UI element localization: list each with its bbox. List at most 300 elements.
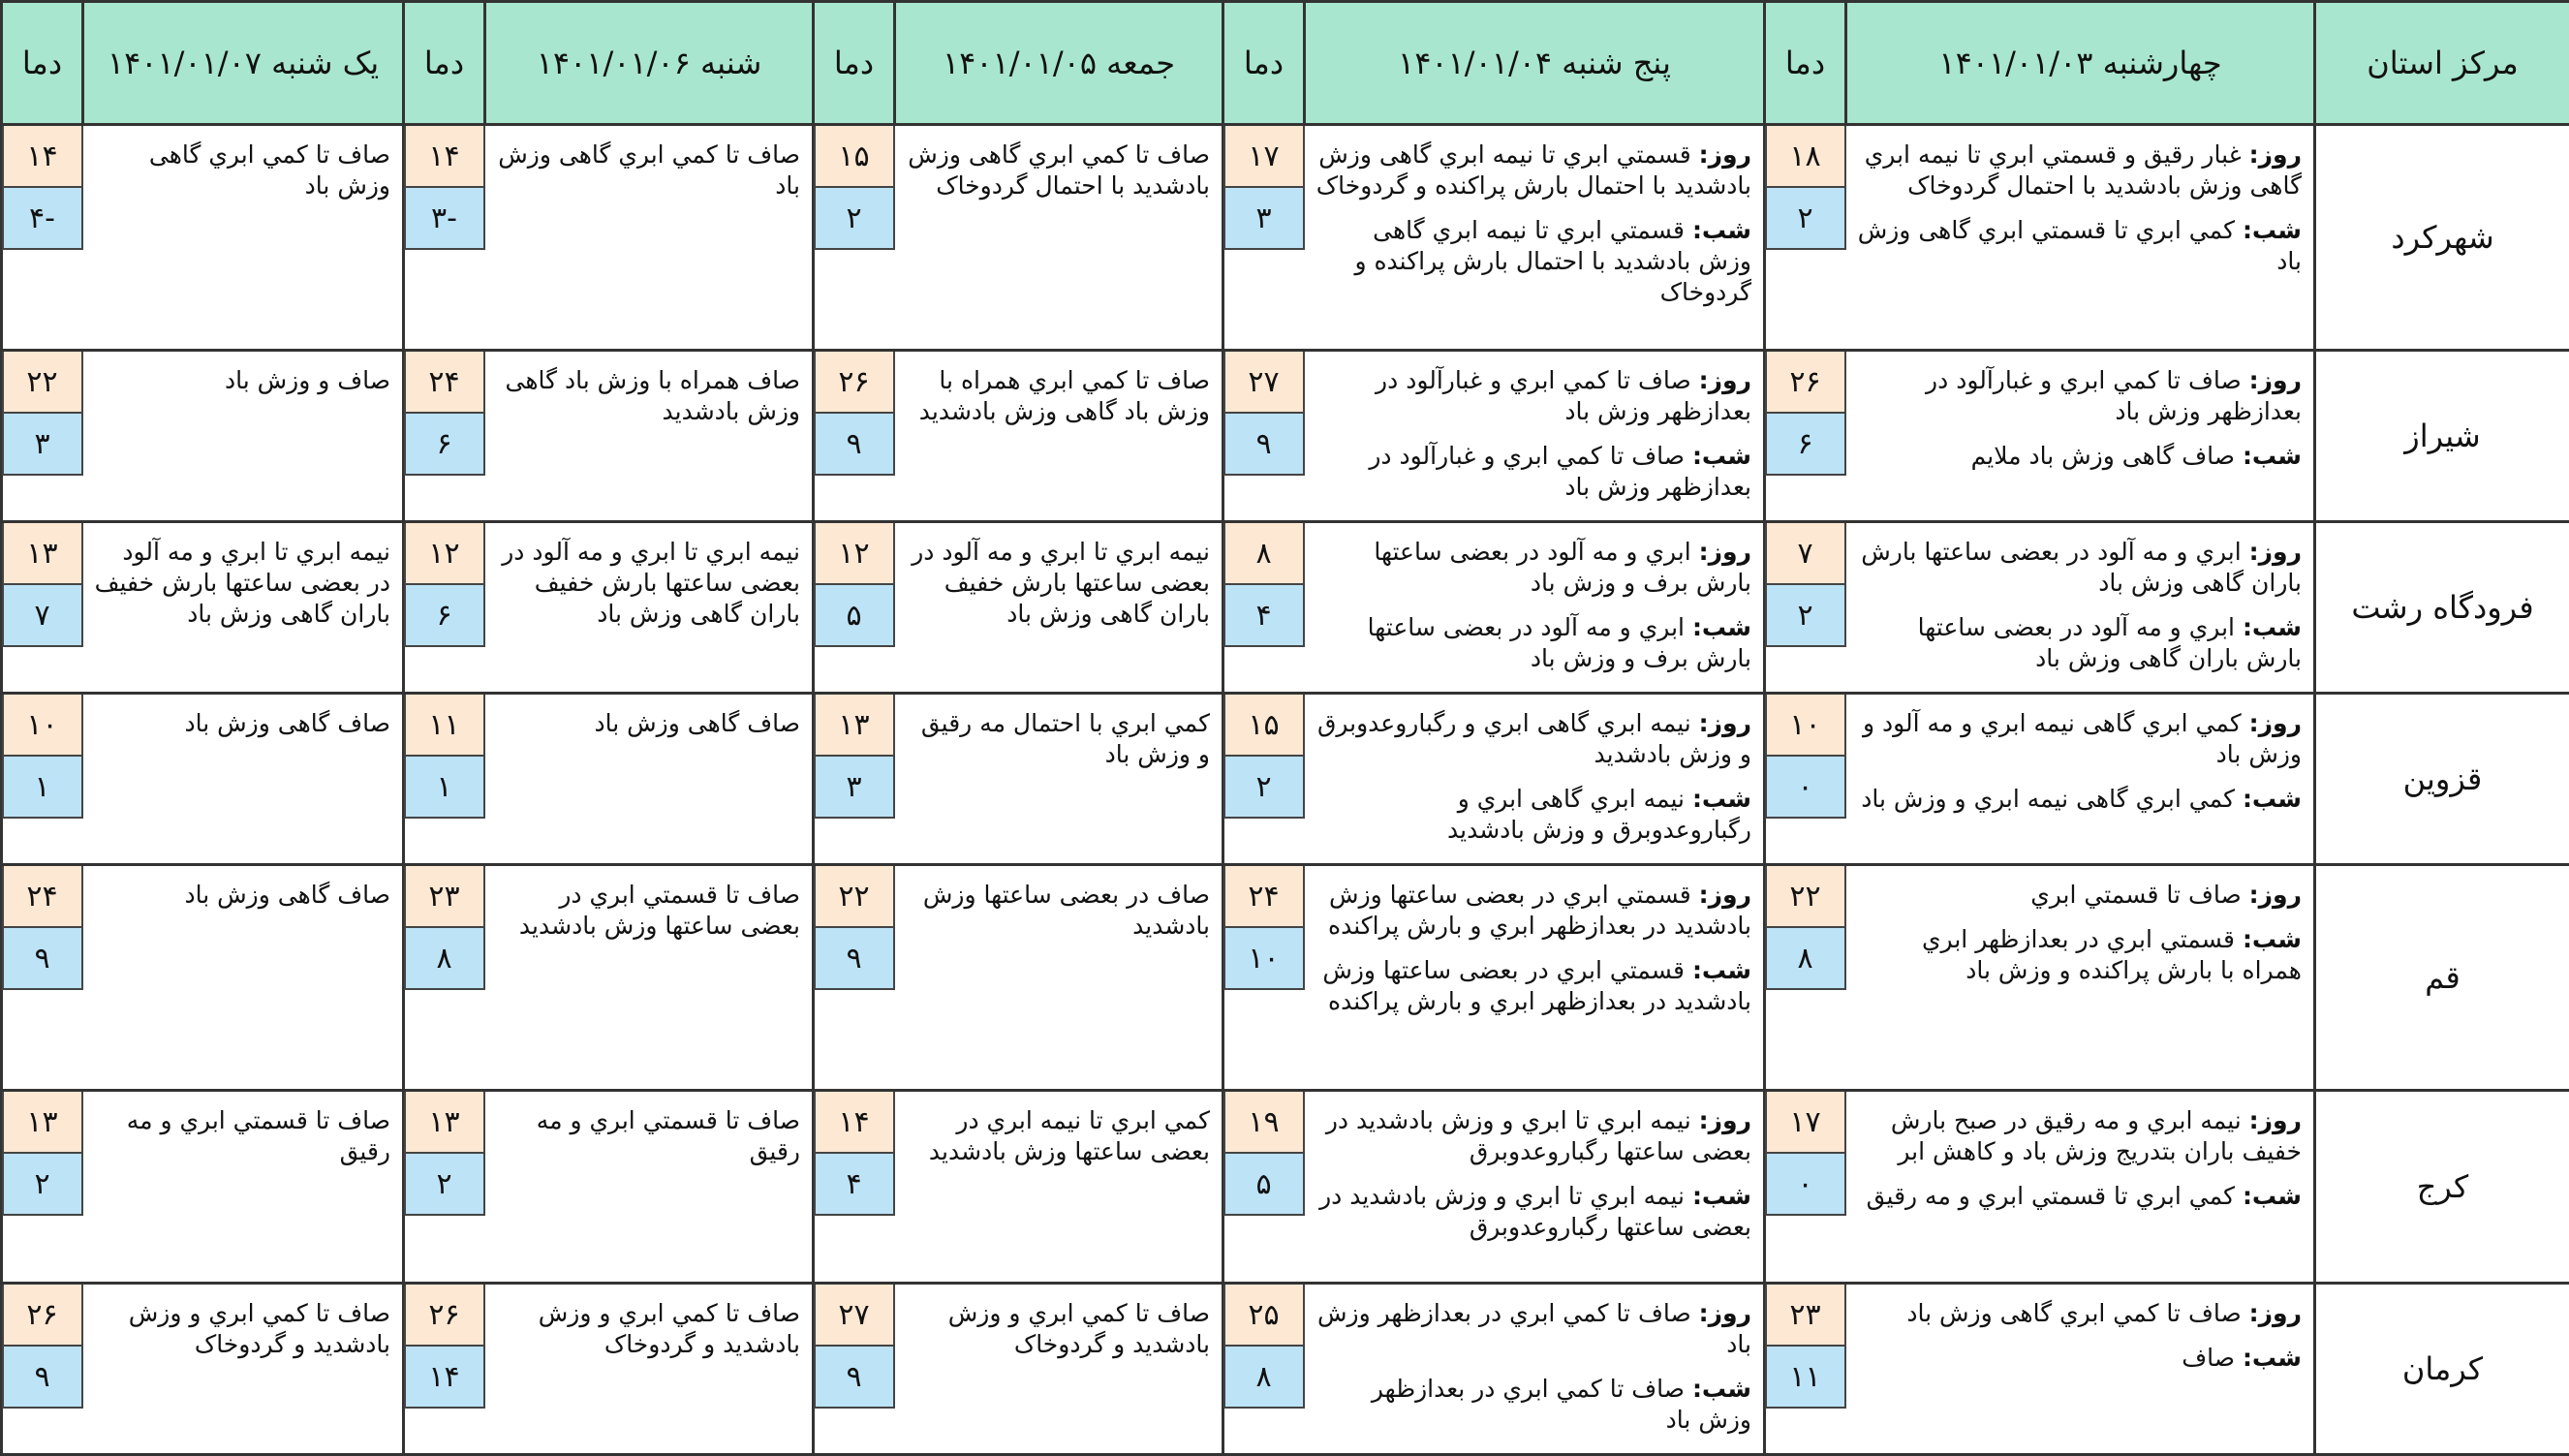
day-text: نیمه ابري و مه رقیق در صبح بارش خفیف باران بتدریج وزش باد و کاهش ابر [1891, 1106, 2302, 1165]
forecast-rows [2, 125, 2569, 1455]
night-label: شب: [1692, 1182, 1751, 1210]
temperature-box [404, 866, 485, 990]
max-temp: ۲۳ [1765, 1285, 1846, 1347]
night-text: قسمتي ابري در بعدازظهر ابري همراه با بارش پراکنده و وزش باد [1922, 925, 2302, 984]
forecast-text: صاف تا كمي ابري همراه با وزش باد گاهی وزش بادشدید [907, 365, 1211, 427]
temperature-cell [404, 351, 485, 522]
temperature-box [2, 1092, 83, 1216]
max-temp: ۱۱ [404, 695, 485, 757]
max-temp: ۱۵ [814, 126, 895, 188]
max-temp: ۲۵ [1223, 1285, 1305, 1347]
max-temp: ۱۲ [814, 523, 895, 585]
night-text: ابري و مه آلود در بعضی ساعتها بارش برف و وزش باد [1368, 613, 1751, 672]
forecast-text: صاف همراه با وزش باد گاهی وزش بادشدید [497, 365, 801, 427]
night-label: شب: [2243, 613, 2302, 641]
day-label: روز: [2249, 881, 2302, 909]
temperature-cell [814, 1091, 895, 1284]
min-temp: ۹ [814, 414, 895, 476]
day-text: غبار رقیق و قسمتي ابري تا نیمه ابري گاهی وزش بادشدید با احتمال گردوخاک [1865, 140, 2302, 200]
day-forecast [1316, 708, 1752, 770]
max-temp: ۲۷ [1223, 352, 1305, 414]
table-row [2, 694, 2569, 865]
night-text: نیمه ابري تا ابري و وزش بادشدید در بعضی ساعتها رگباروعدوبرق [1319, 1182, 1751, 1241]
day-forecast [1316, 537, 1752, 599]
forecast-description [83, 1091, 404, 1284]
max-temp: ۱۷ [1223, 126, 1305, 188]
day-text: قسمتي ابري تا نیمه ابري گاهی وزش بادشدید با احتمال بارش پراکنده و گردوخاک [1316, 140, 1751, 200]
temperature-cell [814, 865, 895, 1091]
forecast-description [485, 865, 814, 1091]
max-temp: ۲۴ [404, 352, 485, 414]
temperature-box [1223, 352, 1305, 476]
station-name: شیراز [2315, 351, 2569, 522]
night-label: شب: [2243, 1182, 2302, 1210]
max-temp: ۱۰ [2, 695, 83, 757]
temperature-cell [1765, 351, 1846, 522]
day-label: روز: [2249, 538, 2302, 566]
max-temp: ۲۴ [2, 866, 83, 928]
forecast-description [83, 865, 404, 1091]
temperature-box [814, 126, 895, 250]
day-text: قسمتي ابري در بعضی ساعتها وزش بادشدید در بعدازظهر ابري و بارش پراکنده [1328, 881, 1751, 940]
day-label: روز: [1699, 881, 1751, 909]
max-temp: ۲۲ [814, 866, 895, 928]
day-text: صاف تا كمي ابري در بعدازظهر وزش باد [1317, 1299, 1751, 1358]
forecast-description [1305, 1091, 1765, 1284]
forecast-description [485, 1091, 814, 1284]
header-temp: دما [814, 2, 895, 125]
forecast-description [1305, 351, 1765, 522]
day-text: نیمه ابري گاهی ابري و رگباروعدوبرق و وزش بادشدید [1317, 709, 1751, 768]
min-temp: ۹ [814, 928, 895, 990]
min-temp: ۵ [814, 585, 895, 647]
temperature-cell [1765, 522, 1846, 694]
night-label: شب: [2243, 1344, 2302, 1372]
temperature-box [1223, 695, 1305, 819]
forecast-description [895, 694, 1223, 865]
temperature-box [1223, 1092, 1305, 1216]
header-temp: دما [2, 2, 83, 125]
night-text: كمي ابري تا قسمتي ابري و مه رقیق [1867, 1182, 2235, 1210]
day-forecast [1858, 365, 2303, 427]
temperature-cell [1765, 1284, 1846, 1455]
forecast-description [1846, 522, 2315, 694]
forecast-description [1846, 1284, 2315, 1455]
night-text: نیمه ابري گاهی ابري و رگباروعدوبرق و وزش بادشدید [1447, 785, 1751, 844]
min-temp: ۱۱ [1765, 1347, 1846, 1409]
night-forecast [1316, 1374, 1752, 1436]
temperature-cell [1765, 1091, 1846, 1284]
header-day: یک شنبه ۱۴۰۱/۰۱/۰۷ [83, 2, 404, 125]
max-temp: ۱۸ [1765, 126, 1846, 188]
forecast-description [83, 351, 404, 522]
temperature-box [1765, 1285, 1846, 1409]
night-forecast [1858, 215, 2303, 277]
forecast-text: صاف تا كمي ابري گاهی وزش باد [497, 139, 801, 201]
temperature-box [404, 126, 485, 250]
day-text: ابري و مه آلود در بعضی ساعتها بارش برف و وزش باد [1374, 538, 1751, 597]
forecast-description [895, 351, 1223, 522]
max-temp: ۱۳ [404, 1092, 485, 1154]
temperature-cell [1223, 865, 1305, 1091]
night-forecast [1858, 1343, 2303, 1374]
forecast-text: صاف تا كمي ابري گاهی وزش بادشدید با احتمال گردوخاک [907, 139, 1211, 201]
forecast-text: صاف در بعضی ساعتها وزش بادشدید [907, 880, 1211, 942]
min-temp: -۳ [404, 188, 485, 250]
night-text: كمي ابري تا قسمتي ابري گاهی وزش باد [1858, 216, 2302, 275]
min-temp: ۵ [1223, 1154, 1305, 1216]
forecast-description [83, 125, 404, 351]
max-temp: ۱۴ [814, 1092, 895, 1154]
day-text: ابري و مه آلود در بعضی ساعتها بارش باران گاهی وزش باد [1861, 538, 2302, 597]
min-temp: ۰ [1765, 757, 1846, 819]
night-label: شب: [1692, 785, 1751, 813]
temperature-cell [1223, 1091, 1305, 1284]
min-temp: ۶ [1765, 414, 1846, 476]
day-text: صاف تا كمي ابري و غبارآلود در بعدازظهر وزش باد [1926, 366, 2302, 425]
temperature-cell [404, 522, 485, 694]
temperature-cell [1223, 522, 1305, 694]
day-label: روز: [2249, 1106, 2302, 1134]
forecast-text: نیمه ابري تا ابري و مه آلود در بعضی ساعتها بارش خفیف باران گاهی وزش باد [95, 537, 391, 630]
min-temp: ۸ [1223, 1347, 1305, 1409]
temperature-box [2, 523, 83, 647]
temperature-box [2, 352, 83, 476]
min-temp: ۲ [814, 188, 895, 250]
temperature-cell [2, 1091, 83, 1284]
table-row [2, 351, 2569, 522]
night-label: شب: [2243, 216, 2302, 244]
night-label: شب: [1692, 216, 1751, 244]
temperature-cell [2, 865, 83, 1091]
forecast-description [485, 125, 814, 351]
temperature-box [1765, 866, 1846, 990]
temperature-cell [404, 694, 485, 865]
temperature-box [1765, 352, 1846, 476]
night-label: شب: [1692, 613, 1751, 641]
max-temp: ۱۲ [404, 523, 485, 585]
forecast-text: كمي ابري تا نیمه ابري در بعضی ساعتها وزش بادشدید [907, 1105, 1211, 1167]
day-forecast [1316, 1105, 1752, 1167]
min-temp: ۲ [1765, 188, 1846, 250]
temperature-cell [2, 694, 83, 865]
day-text: كمي ابري گاهی نیمه ابري و مه آلود و وزش باد [1863, 709, 2302, 768]
temperature-cell [1765, 694, 1846, 865]
temperature-box [2, 695, 83, 819]
temperature-box [1765, 1092, 1846, 1216]
max-temp: ۱۹ [1223, 1092, 1305, 1154]
night-forecast [1316, 955, 1752, 1017]
temperature-box [1223, 1285, 1305, 1409]
min-temp: ۳ [2, 414, 83, 476]
temperature-box [1765, 523, 1846, 647]
forecast-description [895, 125, 1223, 351]
night-text: صاف گاهی وزش باد ملایم [1971, 442, 2235, 470]
forecast-text: نیمه ابري تا ابري و مه آلود در بعضی ساعتها بارش خفیف باران گاهی وزش باد [497, 537, 801, 630]
station-name: قزوین [2315, 694, 2569, 865]
forecast-description [1846, 351, 2315, 522]
min-temp: ۹ [814, 1347, 895, 1409]
day-label: روز: [2249, 1299, 2302, 1327]
min-temp: ۹ [1223, 414, 1305, 476]
temperature-cell [1223, 694, 1305, 865]
temperature-cell [1765, 865, 1846, 1091]
min-temp: ۲ [2, 1154, 83, 1216]
temperature-box [814, 352, 895, 476]
forecast-text: صاف تا كمي ابري گاهی وزش باد [95, 139, 391, 201]
temperature-box [2, 866, 83, 990]
min-temp: ۸ [404, 928, 485, 990]
day-text: صاف تا قسمتي ابري [2030, 881, 2242, 909]
forecast-text: صاف تا كمي ابري و وزش بادشدید و گردوخاک [95, 1298, 391, 1360]
forecast-text: كمي ابري با احتمال مه رقیق و وزش باد [907, 708, 1211, 770]
night-forecast [1316, 441, 1752, 503]
min-temp: ۹ [2, 928, 83, 990]
night-text: صاف تا كمي ابري و غبارآلود در بعدازظهر وزش باد [1369, 442, 1751, 501]
min-temp: ۲ [404, 1154, 485, 1216]
day-text: صاف تا كمي ابري گاهی وزش باد [1906, 1299, 2241, 1327]
temperature-box [404, 523, 485, 647]
temperature-cell [814, 125, 895, 351]
temperature-cell [1223, 1284, 1305, 1455]
day-forecast [1858, 1105, 2303, 1167]
temperature-box [814, 695, 895, 819]
forecast-description [895, 865, 1223, 1091]
forecast-description [1846, 1091, 2315, 1284]
table-row [2, 125, 2569, 351]
max-temp: ۱۳ [2, 1092, 83, 1154]
night-label: شب: [2243, 442, 2302, 470]
max-temp: ۱۷ [1765, 1092, 1846, 1154]
temperature-box [2, 1285, 83, 1409]
header-temp: دما [1223, 2, 1305, 125]
forecast-description [1846, 694, 2315, 865]
header-station: مرکز استان [2315, 2, 2569, 125]
night-text: صاف [2182, 1344, 2235, 1372]
temperature-cell [814, 351, 895, 522]
table-row [2, 1091, 2569, 1284]
temperature-cell [2, 522, 83, 694]
max-temp: ۱۴ [2, 126, 83, 188]
forecast-text: صاف تا قسمتي ابري و مه رقیق [95, 1105, 391, 1167]
forecast-description [485, 1284, 814, 1455]
forecast-description [1305, 125, 1765, 351]
temperature-cell [814, 694, 895, 865]
night-forecast [1858, 612, 2303, 674]
max-temp: ۲۶ [814, 352, 895, 414]
forecast-text: صاف تا كمي ابري و وزش بادشدید و گردوخاک [497, 1298, 801, 1360]
day-forecast [1858, 708, 2303, 770]
night-label: شب: [2243, 925, 2302, 953]
max-temp: ۲۲ [1765, 866, 1846, 928]
min-temp: ۷ [2, 585, 83, 647]
temperature-box [814, 866, 895, 990]
temperature-box [814, 523, 895, 647]
night-forecast [1858, 924, 2303, 986]
night-forecast [1858, 441, 2303, 472]
max-temp: ۲۷ [814, 1285, 895, 1347]
station-name: شهرکرد [2315, 125, 2569, 351]
night-text: صاف تا كمي ابري در بعدازظهر وزش باد [1372, 1375, 1751, 1434]
temperature-box [814, 1092, 895, 1216]
temperature-cell [2, 125, 83, 351]
min-temp: ۶ [404, 414, 485, 476]
day-text: نیمه ابري تا ابري و وزش بادشدید در بعضی ساعتها رگباروعدوبرق [1326, 1106, 1751, 1165]
min-temp: ۱۰ [1223, 928, 1305, 990]
day-label: روز: [1699, 538, 1751, 566]
day-text: صاف تا كمي ابري و غبارآلود در بعدازظهر وزش باد [1376, 366, 1751, 425]
table-row [2, 522, 2569, 694]
min-temp: ۴ [814, 1154, 895, 1216]
night-text: ابري و مه آلود در بعضی ساعتها بارش باران گاهی وزش باد [1918, 613, 2302, 672]
night-label: شب: [2243, 785, 2302, 813]
temperature-cell [814, 1284, 895, 1455]
min-temp: ۲ [1223, 757, 1305, 819]
forecast-text: صاف تا قسمتي ابري در بعضی ساعتها وزش بادشدید [497, 880, 801, 942]
night-forecast [1316, 1181, 1752, 1243]
day-forecast [1858, 880, 2303, 911]
forecast-text: صاف گاهی وزش باد [95, 880, 391, 911]
max-temp: ۱۰ [1765, 695, 1846, 757]
day-forecast [1858, 537, 2303, 599]
forecast-description [485, 522, 814, 694]
min-temp: ۸ [1765, 928, 1846, 990]
min-temp: ۶ [404, 585, 485, 647]
forecast-description [83, 1284, 404, 1455]
max-temp: ۲۶ [2, 1285, 83, 1347]
max-temp: ۲۳ [404, 866, 485, 928]
max-temp: ۲۲ [2, 352, 83, 414]
night-forecast [1858, 784, 2303, 815]
max-temp: ۲۴ [1223, 866, 1305, 928]
min-temp: ۱ [404, 757, 485, 819]
temperature-box [1765, 695, 1846, 819]
header-day: چهارشنبه ۱۴۰۱/۰۱/۰۳ [1846, 2, 2315, 125]
night-text: كمي ابري گاهی نیمه ابري و وزش باد [1861, 785, 2235, 813]
forecast-description [485, 694, 814, 865]
max-temp: ۷ [1765, 523, 1846, 585]
forecast-description [1305, 522, 1765, 694]
temperature-box [1223, 523, 1305, 647]
station-name: قم [2315, 865, 2569, 1091]
forecast-description [1846, 125, 2315, 351]
header-temp: دما [1765, 2, 1846, 125]
temperature-cell [1765, 125, 1846, 351]
forecast-description [83, 694, 404, 865]
forecast-description [485, 351, 814, 522]
night-forecast [1316, 784, 1752, 846]
temperature-box [404, 1092, 485, 1216]
temperature-cell [404, 1091, 485, 1284]
forecast-description [1305, 694, 1765, 865]
night-forecast [1316, 215, 1752, 308]
forecast-text: نیمه ابري تا ابري و مه آلود در بعضی ساعتها بارش خفیف باران گاهی وزش باد [907, 537, 1211, 630]
temperature-cell [2, 1284, 83, 1455]
day-forecast [1316, 139, 1752, 201]
day-label: روز: [1699, 1299, 1751, 1327]
temperature-box [1765, 126, 1846, 250]
night-label: شب: [1692, 1375, 1751, 1403]
night-label: شب: [1692, 956, 1751, 984]
night-label: شب: [1692, 442, 1751, 470]
station-name: کرمان [2315, 1284, 2569, 1455]
night-text: قسمتي ابري تا نیمه ابري گاهی وزش بادشدید با احتمال بارش پراکنده و گردوخاک [1354, 216, 1751, 306]
forecast-text: صاف گاهی وزش باد [497, 708, 801, 739]
min-temp: ۳ [814, 757, 895, 819]
temperature-cell [404, 1284, 485, 1455]
forecast-description [895, 522, 1223, 694]
temperature-cell [404, 865, 485, 1091]
max-temp: ۱۳ [2, 523, 83, 585]
temperature-box [2, 126, 83, 250]
forecast-description [1846, 865, 2315, 1091]
day-label: روز: [1699, 709, 1751, 737]
day-label: روز: [2249, 140, 2302, 169]
header-day: شنبه ۱۴۰۱/۰۱/۰۶ [485, 2, 814, 125]
day-label: روز: [1699, 366, 1751, 394]
temperature-box [1223, 866, 1305, 990]
temperature-cell [1223, 125, 1305, 351]
max-temp: ۸ [1223, 523, 1305, 585]
min-temp: ۹ [2, 1347, 83, 1409]
temperature-cell [1223, 351, 1305, 522]
day-label: روز: [1699, 1106, 1751, 1134]
min-temp: ۰ [1765, 1154, 1846, 1216]
temperature-cell [404, 125, 485, 351]
day-label: روز: [2249, 366, 2302, 394]
min-temp: ۱ [2, 757, 83, 819]
forecast-description [83, 522, 404, 694]
night-forecast [1316, 612, 1752, 674]
day-label: روز: [1699, 140, 1751, 169]
station-name: کرج [2315, 1091, 2569, 1284]
header-day: جمعه ۱۴۰۱/۰۱/۰۵ [895, 2, 1223, 125]
table-row [2, 1284, 2569, 1455]
min-temp: ۳ [1223, 188, 1305, 250]
forecast-text: صاف تا كمي ابري و وزش بادشدید و گردوخاک [907, 1298, 1211, 1360]
forecast-description [895, 1284, 1223, 1455]
min-temp: ۱۴ [404, 1347, 485, 1409]
header-day: پنج شنبه ۱۴۰۱/۰۱/۰۴ [1305, 2, 1765, 125]
forecast-description [895, 1091, 1223, 1284]
forecast-text: صاف گاهی وزش باد [95, 708, 391, 739]
night-forecast [1858, 1181, 2303, 1212]
max-temp: ۱۳ [814, 695, 895, 757]
max-temp: ۲۶ [404, 1285, 485, 1347]
forecast-description [1305, 865, 1765, 1091]
day-forecast [1858, 1298, 2303, 1329]
forecast-text: صاف تا قسمتي ابري و مه رقیق [497, 1105, 801, 1167]
min-temp: ۴ [1223, 585, 1305, 647]
temperature-box [404, 352, 485, 476]
day-forecast [1316, 365, 1752, 427]
max-temp: ۱۴ [404, 126, 485, 188]
forecast-description [1305, 1284, 1765, 1455]
day-forecast [1858, 139, 2303, 201]
day-label: روز: [2249, 709, 2302, 737]
temperature-box [404, 695, 485, 819]
day-forecast [1316, 880, 1752, 942]
min-temp: -۴ [2, 188, 83, 250]
day-forecast [1316, 1298, 1752, 1360]
max-temp: ۱۵ [1223, 695, 1305, 757]
temperature-box [1223, 126, 1305, 250]
forecast-text: صاف و وزش باد [95, 365, 391, 396]
table-row [2, 865, 2569, 1091]
min-temp: ۲ [1765, 585, 1846, 647]
temperature-box [404, 1285, 485, 1409]
header-row [2, 2, 2569, 125]
